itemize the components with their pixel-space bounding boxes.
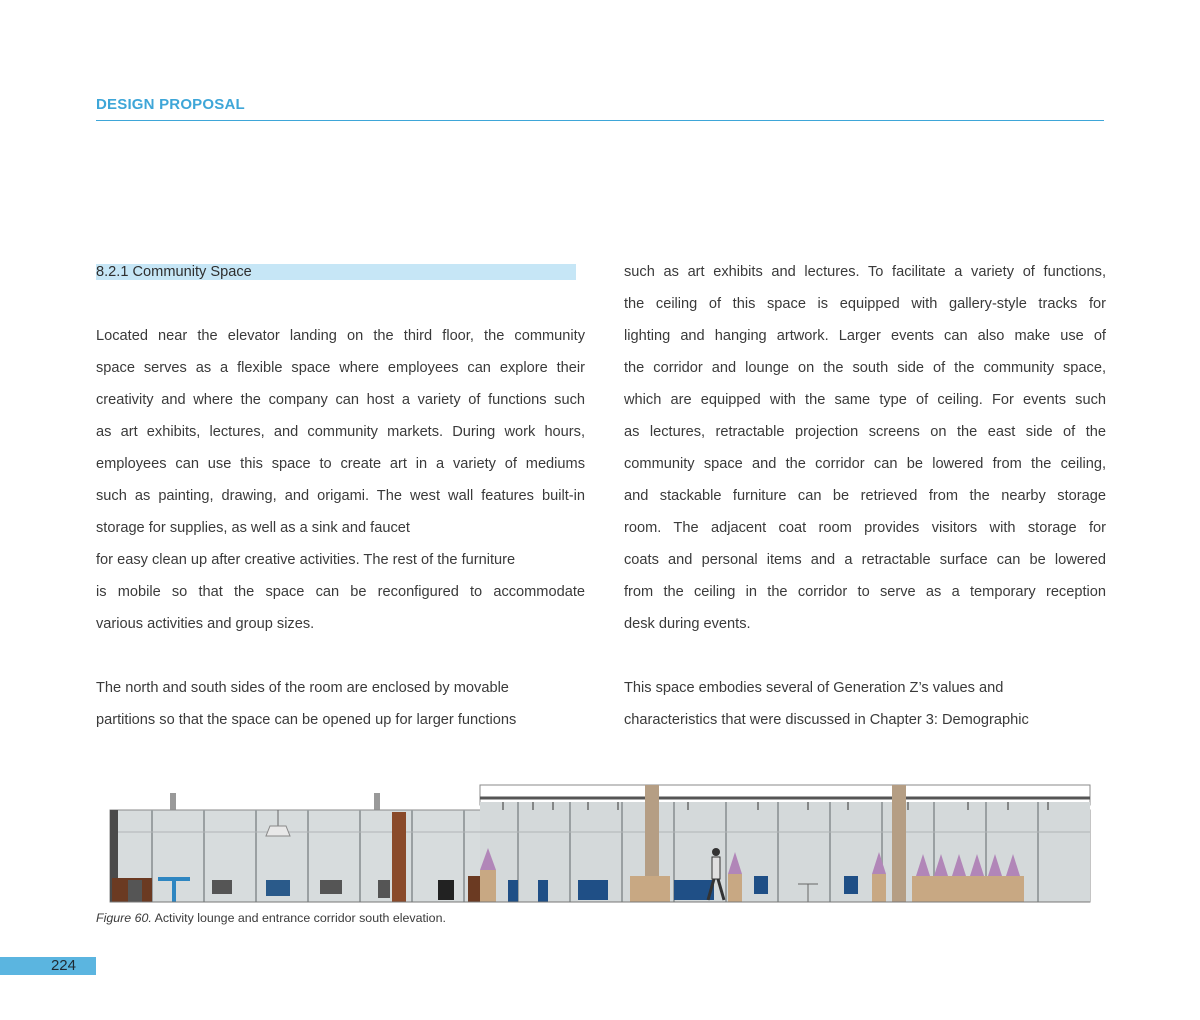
header-rule <box>96 120 1104 121</box>
left-paragraph-1 <box>96 320 585 640</box>
text-line: The north and south sides of the room are enclosed by movable <box>96 680 509 696</box>
left-paragraph-2 <box>96 672 585 736</box>
text-line: such as painting, drawing, and origami. The west wall features built-in <box>96 488 585 504</box>
text-line: storage for supplies, as well as a sink and faucet <box>96 520 410 536</box>
section-heading: 8.2.1 Community Space <box>96 264 576 280</box>
text-line: partitions so that the space can be opened up for larger functions <box>96 712 517 728</box>
text-line: desk during events. <box>624 616 751 632</box>
text-line: is mobile so that the space can be reconfigured to accommodate <box>96 584 585 600</box>
long-planter <box>912 876 1024 902</box>
text-line: the corridor and lounge on the south side of the community space, <box>624 360 1106 376</box>
text-line: room. The adjacent coat room provides visitors with storage for <box>624 520 1106 536</box>
text-line: from the ceiling in the corridor to serve as a temporary reception <box>624 584 1106 600</box>
figure-caption-text: Activity lounge and entrance corridor south elevation. <box>154 911 446 925</box>
figure-caption <box>96 911 446 925</box>
text-line: employees can use this space to create art in a variety of mediums <box>96 456 585 472</box>
text-line: which are equipped with the same type of ceiling. For events such <box>624 392 1106 408</box>
text-line: as lectures, retractable projection screens on the east side of the <box>624 424 1106 440</box>
figure-label: Figure 60. <box>96 911 152 925</box>
right-column <box>624 256 1106 736</box>
text-line: various activities and group sizes. <box>96 616 315 632</box>
text-line: coats and personal items and a retractable surface can be lowered <box>624 552 1106 568</box>
left-column <box>96 256 585 736</box>
elevation-drawing <box>108 780 1092 904</box>
text-line: Located near the elevator landing on the third floor, the community <box>96 328 585 344</box>
elevation-figure <box>108 780 1092 904</box>
text-line: creativity and where the company can host a variety of functions such <box>96 392 585 408</box>
planter <box>480 870 496 902</box>
text-line: such as art exhibits and lectures. To facilitate a variety of functions, <box>624 264 1106 280</box>
right-paragraph-1 <box>624 256 1106 640</box>
pendant-lamp <box>266 826 290 836</box>
text-line: for easy clean up after creative activities. The rest of the furniture <box>96 552 516 568</box>
ceiling-fixture <box>170 793 176 810</box>
text-line: lighting and hanging artwork. Larger events can also make use of <box>624 328 1106 344</box>
header-title: DESIGN PROPOSAL <box>96 96 245 113</box>
sofa <box>578 880 608 900</box>
wood-column <box>392 812 406 902</box>
person-figure <box>712 848 720 856</box>
text-line: as art exhibits, lectures, and community markets. During work hours, <box>96 424 585 440</box>
column <box>892 785 906 902</box>
page-number-tab <box>0 957 96 975</box>
text-line: space serves as a flexible space where employees can explore their <box>96 360 585 376</box>
text-line: community space and the corridor can be lowered from the ceiling, <box>624 456 1106 472</box>
text-line: the ceiling of this space is equipped with gallery-style tracks for <box>624 296 1106 312</box>
text-line: and stackable furniture can be retrieved from the nearby storage <box>624 488 1106 504</box>
ceiling-fixture <box>374 793 380 810</box>
page-number: 224 <box>50 957 76 974</box>
right-paragraph-2 <box>624 672 1106 736</box>
text-line: characteristics that were discussed in Chapter 3: Demographic <box>624 712 1029 728</box>
text-line: This space embodies several of Generation Z’s values and <box>624 680 1004 696</box>
